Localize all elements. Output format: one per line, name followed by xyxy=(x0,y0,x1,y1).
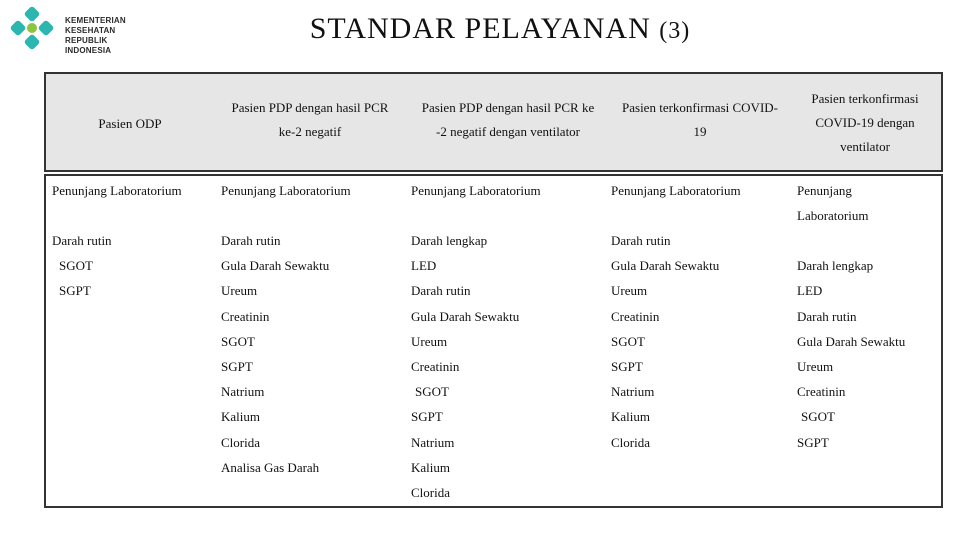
header-line: 19 xyxy=(693,124,707,139)
page-title xyxy=(0,12,960,46)
lab-item: Creatinin xyxy=(611,309,660,324)
header-line: ke-2 negatif xyxy=(278,124,342,139)
lab-item: Ureum xyxy=(221,283,258,298)
lab-item: Darah lengkap xyxy=(797,258,874,273)
lab-item: Kalium xyxy=(411,460,450,475)
section-label-pdp-ventilator: Penunjang Laboratorium xyxy=(411,183,541,198)
header-line: Pasien PDP dengan hasil PCR ke xyxy=(421,100,595,115)
header-line: Pasien terkonfirmasi COVID- xyxy=(622,100,778,115)
header-line: Pasien terkonfirmasi xyxy=(811,91,919,106)
lab-item: SGOT xyxy=(221,334,255,349)
lab-item: Ureum xyxy=(411,334,448,349)
lab-item: Kalium xyxy=(611,409,650,424)
lab-item: SGPT xyxy=(221,359,253,374)
lab-item: Darah lengkap xyxy=(411,233,488,248)
lab-item: Clorida xyxy=(221,435,260,450)
lab-item: Ureum xyxy=(611,283,648,298)
lab-item: Darah rutin xyxy=(797,309,857,324)
lab-item: Gula Darah Sewaktu xyxy=(611,258,720,273)
header-line: ventilator xyxy=(840,139,890,154)
section-label-odp: Penunjang Laboratorium xyxy=(52,183,182,198)
header-terkonfirmasi xyxy=(606,96,794,144)
lab-item: Gula Darah Sewaktu xyxy=(221,258,330,273)
lab-item: Creatinin xyxy=(411,359,460,374)
header-terkonfirmasi-ventilator xyxy=(790,87,940,159)
lab-item: Natrium xyxy=(411,435,455,450)
lab-item: SGOT xyxy=(801,409,835,424)
lab-item: Darah rutin xyxy=(411,283,471,298)
lab-item: Clorida xyxy=(611,435,650,450)
header-line: Pasien PDP dengan hasil PCR xyxy=(231,100,389,115)
lab-item: SGPT xyxy=(59,283,91,298)
header-pdp-negatif xyxy=(212,96,408,144)
lab-item: Kalium xyxy=(221,409,260,424)
lab-item: Ureum xyxy=(797,359,834,374)
lab-item: Gula Darah Sewaktu xyxy=(797,334,906,349)
lab-item: LED xyxy=(411,258,437,273)
header-pasien-odp: Pasien ODP xyxy=(98,116,162,131)
lab-item: SGOT xyxy=(415,384,449,399)
section-line: Laboratorium xyxy=(797,208,869,223)
lab-item: Darah rutin xyxy=(52,233,112,248)
lab-item: SGPT xyxy=(411,409,443,424)
section-label-terkonfirmasi-ventilator xyxy=(797,178,868,228)
lab-item: SGPT xyxy=(611,359,643,374)
logo-line: KEMENTERIAN xyxy=(65,16,126,25)
section-line: Penunjang xyxy=(797,183,852,198)
lab-item: Analisa Gas Darah xyxy=(221,460,320,475)
lab-item: LED xyxy=(797,283,823,298)
title-number: (3) xyxy=(659,18,691,44)
header-line: -2 negatif dengan ventilator xyxy=(435,124,581,139)
lab-item: Gula Darah Sewaktu xyxy=(411,309,520,324)
lab-item: SGPT xyxy=(797,435,829,450)
lab-item: Creatinin xyxy=(221,309,270,324)
logo-line: INDONESIA xyxy=(65,46,112,55)
lab-item: Darah rutin xyxy=(221,233,281,248)
header-line: COVID-19 dengan xyxy=(815,115,915,130)
lab-item: Creatinin xyxy=(797,384,846,399)
logo-line: KESEHATAN xyxy=(65,26,116,35)
lab-item: Clorida xyxy=(411,485,450,500)
lab-item: SGOT xyxy=(611,334,645,349)
logo-line: REPUBLIK xyxy=(65,36,108,45)
lab-item: Natrium xyxy=(611,384,655,399)
lab-item: Natrium xyxy=(221,384,265,399)
title-main: STANDAR PELAYANAN xyxy=(309,12,651,45)
header-pdp-ventilator xyxy=(406,96,610,144)
lab-item: Darah rutin xyxy=(611,233,671,248)
section-label-pdp-negatif: Penunjang Laboratorium xyxy=(221,183,351,198)
section-label-terkonfirmasi: Penunjang Laboratorium xyxy=(611,183,741,198)
lab-item: SGOT xyxy=(59,258,93,273)
